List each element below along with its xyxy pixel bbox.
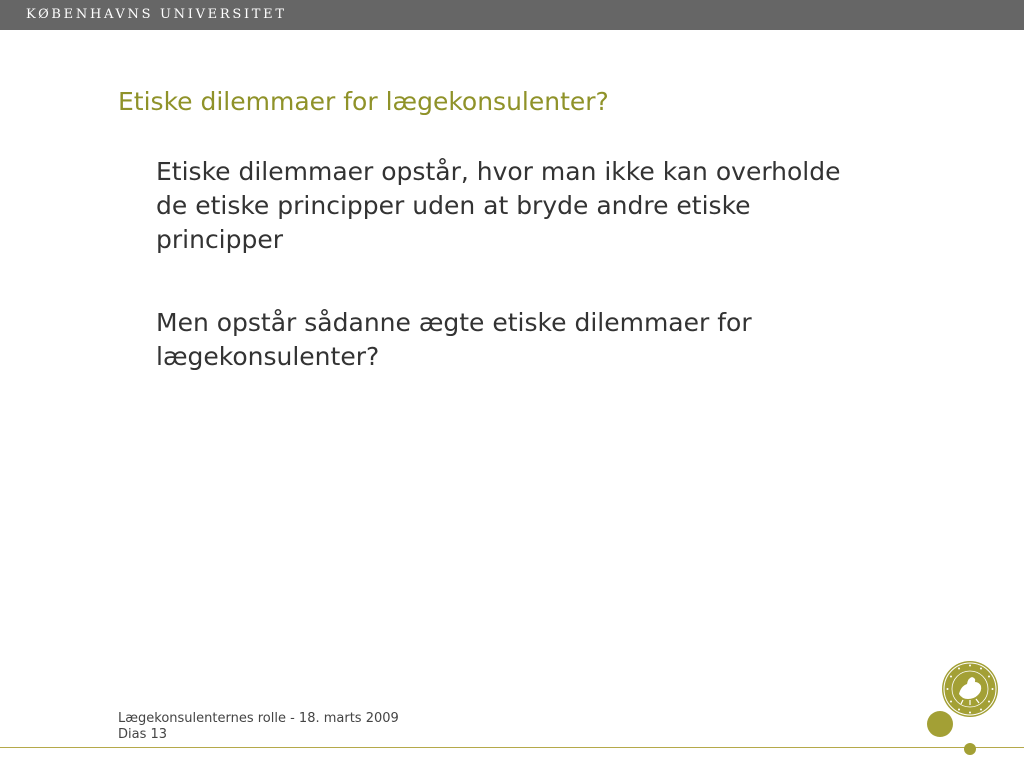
header-bar — [0, 0, 1024, 30]
university-name: KØBENHAVNS UNIVERSITET — [26, 7, 287, 22]
body-paragraph-2: Men opstår sådanne ægte etiske dilemmaer for lægekonsulenter? — [156, 308, 752, 371]
decorative-dot-small — [964, 743, 976, 755]
footer-slide-number: Dias 13 — [118, 727, 168, 742]
slide-title: Etiske dilemmaer for lægekonsulenter? — [118, 87, 609, 116]
decorative-dot-large — [927, 711, 953, 737]
footer-divider — [0, 747, 1024, 748]
university-seal-icon — [941, 660, 999, 718]
body-paragraph-1: Etiske dilemmaer opstår, hvor man ikke kan overholde de etiske principper uden at bryde andre etiske principper — [156, 157, 841, 254]
footer-presentation-title: Lægekonsulenternes rolle - 18. marts 2009 — [118, 711, 399, 726]
